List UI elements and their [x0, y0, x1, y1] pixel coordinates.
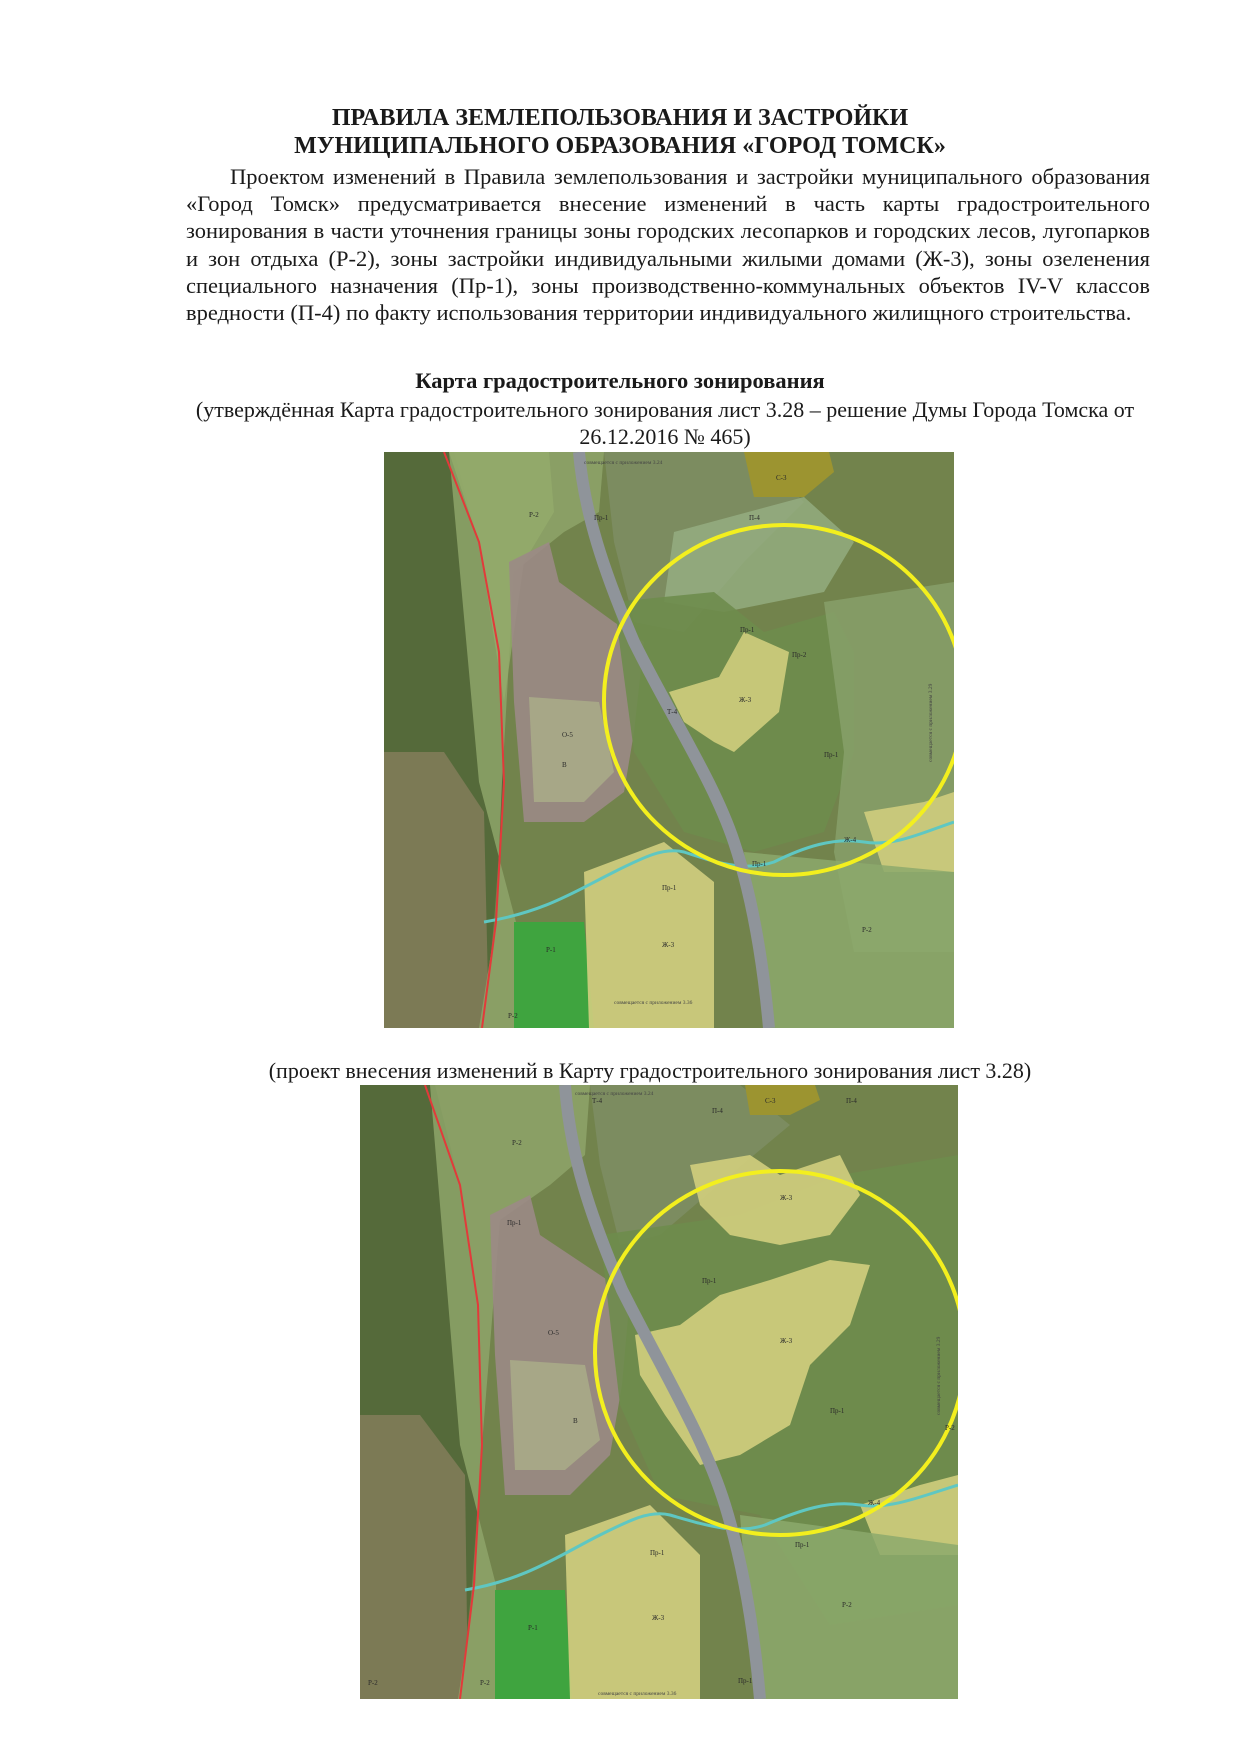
label-pr1-bottom: Пр-1	[650, 1549, 665, 1557]
approved-map-svg	[384, 452, 954, 1028]
note-top: совмещается с приложением 3.24	[584, 460, 663, 466]
label-r2-bottom-mid: Р-2	[480, 1679, 490, 1687]
label-r2-right: Р-2	[842, 1601, 852, 1609]
note-bottom: совмещается с приложением 3.36	[614, 1000, 693, 1006]
note-side: совмещается с приложением 3.29	[936, 1336, 942, 1415]
label-zh4: Ж-4	[868, 1499, 881, 1507]
label-pr1-right: Пр-1	[830, 1407, 845, 1415]
label-pr1-mid: Пр-1	[702, 1277, 717, 1285]
label-pr1-low: Пр-1	[795, 1541, 810, 1549]
label-pr1-mid: Пр-1	[740, 626, 755, 634]
label-r1: Р-1	[546, 946, 556, 954]
description-paragraph: Проектом изменений в Правила землепользования и застройки муниципального образования «Город Томск» предусматривается внесение изменений в часть карты градостроительного зонирования в части уточнения границы зоны городских лесопарков и городских лесов, лугопарков и зон отдыха (Р-2), зоны застройки индивидуальными жилыми домами (Ж-3), зоны озеленения специального назначения (Пр-1), зоны производственно-коммунальных объектов IV-V классов вредности (П-4) по факту использования территории индивидуального жилищного строительства.	[186, 164, 1150, 326]
label-zh4: Ж-4	[844, 836, 857, 844]
label-zh3-bottom: Ж-3	[662, 941, 675, 949]
label-zh3-top: Ж-3	[780, 1194, 793, 1202]
label-c3: С-3	[765, 1097, 776, 1105]
label-pr1-low: Пр-1	[752, 860, 767, 868]
zone-r2-right	[744, 852, 954, 1028]
label-pr1-right: Пр-1	[824, 751, 839, 759]
label-r2-edge: Р-2	[945, 1424, 955, 1432]
label-r2-right: Р-2	[862, 926, 872, 934]
label-pr1-bottom: Пр-1	[662, 884, 677, 892]
label-pr1-top: Пр-1	[594, 514, 609, 522]
label-pr2: Пр-2	[792, 651, 807, 659]
village-area	[360, 1415, 468, 1699]
label-p4-top: П-4	[712, 1107, 723, 1115]
label-zh3-bottom: Ж-3	[652, 1614, 665, 1622]
label-r2-top: Р-2	[529, 511, 539, 519]
label-zh3-mid: Ж-3	[739, 696, 752, 704]
zone-r1	[514, 922, 594, 1028]
label-p4: П-4	[749, 514, 760, 522]
note-top: совмещается с приложением 3.24	[575, 1091, 654, 1097]
label-b: В	[562, 761, 567, 769]
zone-r1	[495, 1590, 572, 1699]
project-zoning-map	[360, 1085, 958, 1699]
label-zh3-mid: Ж-3	[780, 1337, 793, 1345]
title-line-1: ПРАВИЛА ЗЕМЛЕПОЛЬЗОВАНИЯ И ЗАСТРОЙКИ	[331, 105, 909, 131]
label-t4: Т-4	[667, 708, 678, 716]
label-r2-bottom: Р-2	[508, 1012, 518, 1020]
note-bottom: совмещается с приложением 3.36	[598, 1691, 677, 1697]
label-pr1-left: Пр-1	[507, 1219, 522, 1227]
label-p4-right: П-4	[846, 1097, 857, 1105]
label-b: В	[573, 1417, 578, 1425]
approved-map-caption: (утверждённая Карта градостроительного зонирования лист 3.28 – решение Думы Города Томска от 26.12.2016 № 465)	[195, 397, 1135, 449]
label-c3: С-3	[776, 474, 787, 482]
label-r2-bottom-left: Р-2	[368, 1679, 378, 1687]
label-o5: О-5	[548, 1329, 559, 1337]
approved-zoning-map	[384, 452, 954, 1028]
label-r1: Р-1	[528, 1624, 538, 1632]
map-section-heading: Карта градостроительного зонирования	[415, 368, 825, 393]
title-line-2: МУНИЦИПАЛЬНОГО ОБРАЗОВАНИЯ «ГОРОД ТОМСК»	[294, 133, 946, 159]
label-r2-top: Р-2	[512, 1139, 522, 1147]
project-map-caption: (проект внесения изменений в Карту градостроительного зонирования лист 3.28)	[268, 1058, 1032, 1083]
label-t4: Т-4	[592, 1097, 603, 1105]
label-o5: О-5	[562, 731, 573, 739]
project-map-svg	[360, 1085, 958, 1699]
label-pr1-corner: Пр-1	[738, 1677, 753, 1685]
note-side: совмещается с приложением 3.29	[928, 683, 934, 762]
